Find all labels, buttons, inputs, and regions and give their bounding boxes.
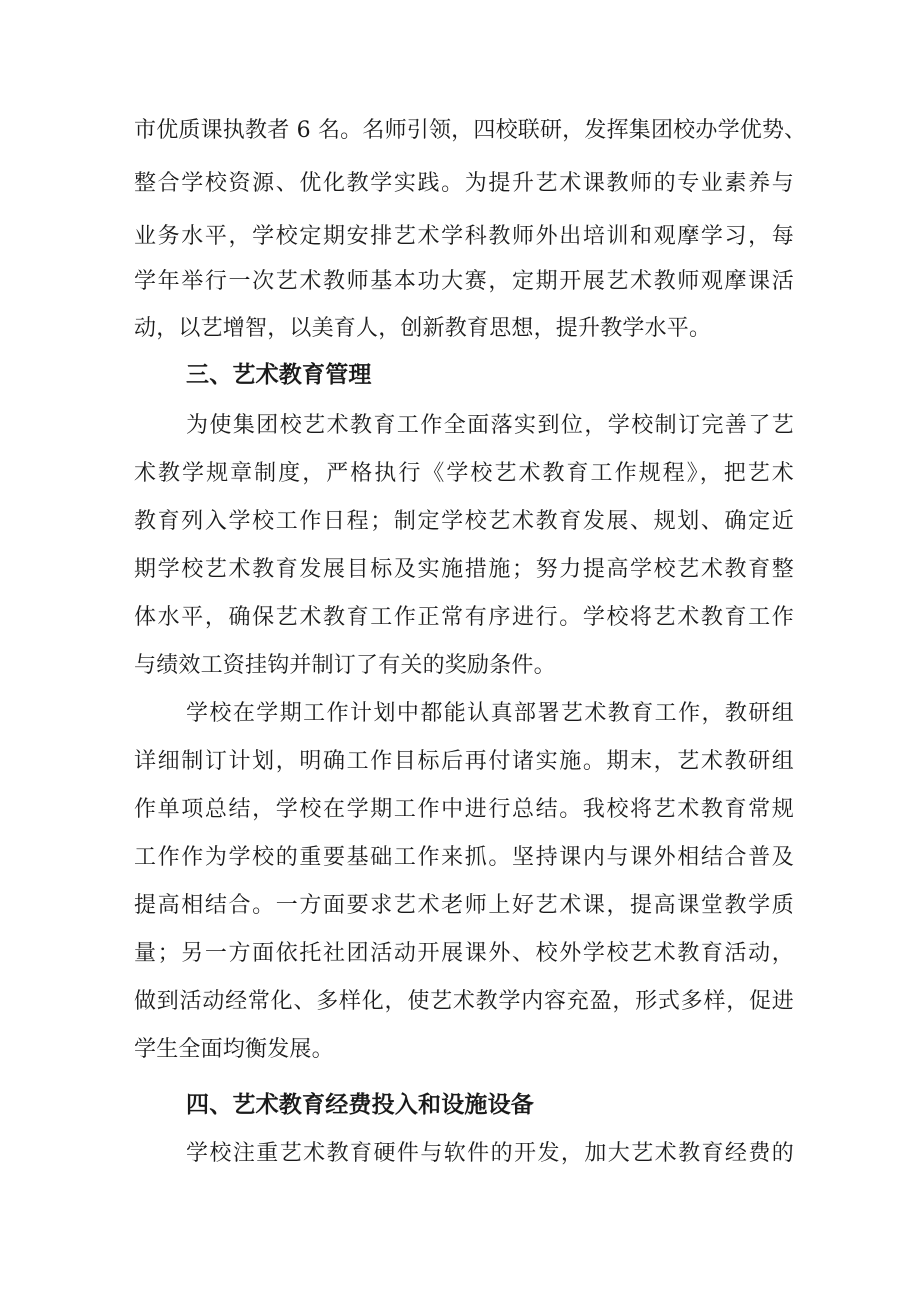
paragraph-line: 为使集团校艺术教育工作全面落实到位，学校制订完善了艺	[186, 413, 794, 438]
paragraph-line: 量；另一方面依托社团活动开展课外、校外学校艺术教育活动，	[134, 941, 794, 966]
paragraph-line: 整合学校资源、优化教学实践。为提升艺术课教师的专业素养与	[134, 171, 794, 196]
paragraph-line: 学生全面均衡发展。	[134, 1037, 334, 1062]
paragraph-line: 业务水平，学校定期安排艺术学科教师外出培训和观摩学习，每	[134, 224, 794, 249]
paragraph-line: 作单项总结，学校在学期工作中进行总结。我校将艺术教育常规	[134, 797, 794, 822]
paragraph-line: 详细制订计划，明确工作目标后再付诸实施。期末，艺术教研组	[134, 749, 794, 774]
paragraph-line: 体水平，确保艺术教育工作正常有序进行。学校将艺术教育工作	[134, 605, 794, 630]
paragraph-line: 学年举行一次艺术教师基本功大赛，定期开展艺术教师观摩课活	[134, 269, 794, 294]
section-heading-4: 四、艺术教育经费投入和设施设备	[186, 1092, 534, 1118]
paragraph-line: 工作作为学校的重要基础工作来抓。坚持课内与课外相结合普及	[134, 845, 794, 870]
paragraph-line: 动，以艺增智，以美育人，创新教育思想，提升教学水平。	[134, 316, 712, 341]
paragraph-line: 提高相结合。一方面要求艺术老师上好艺术课，提高课堂教学质	[134, 893, 794, 918]
section-heading-3: 三、艺术教育管理	[186, 362, 372, 388]
paragraph-line: 术教学规章制度，严格执行《学校艺术教育工作规程》，把艺术	[134, 461, 794, 486]
paragraph-line: 做到活动经常化、多样化，使艺术教学内容充盈，形式多样，促进	[134, 989, 794, 1014]
paragraph-line: 学校注重艺术教育硬件与软件的开发，加大艺术教育经费的	[186, 1141, 794, 1166]
paragraph-line: 市优质课执教者 6 名。名师引领，四校联研，发挥集团校办学优势、	[134, 118, 807, 143]
paragraph-line: 与绩效工资挂钩并制订了有关的奖励条件。	[134, 653, 556, 678]
paragraph-line: 教育列入学校工作日程；制定学校艺术教育发展、规划、确定近	[134, 509, 794, 534]
paragraph-line: 学校在学期工作计划中都能认真部署艺术教育工作，教研组	[186, 701, 794, 726]
paragraph-line: 期学校艺术教育发展目标及实施措施；努力提高学校艺术教育整	[134, 557, 794, 582]
